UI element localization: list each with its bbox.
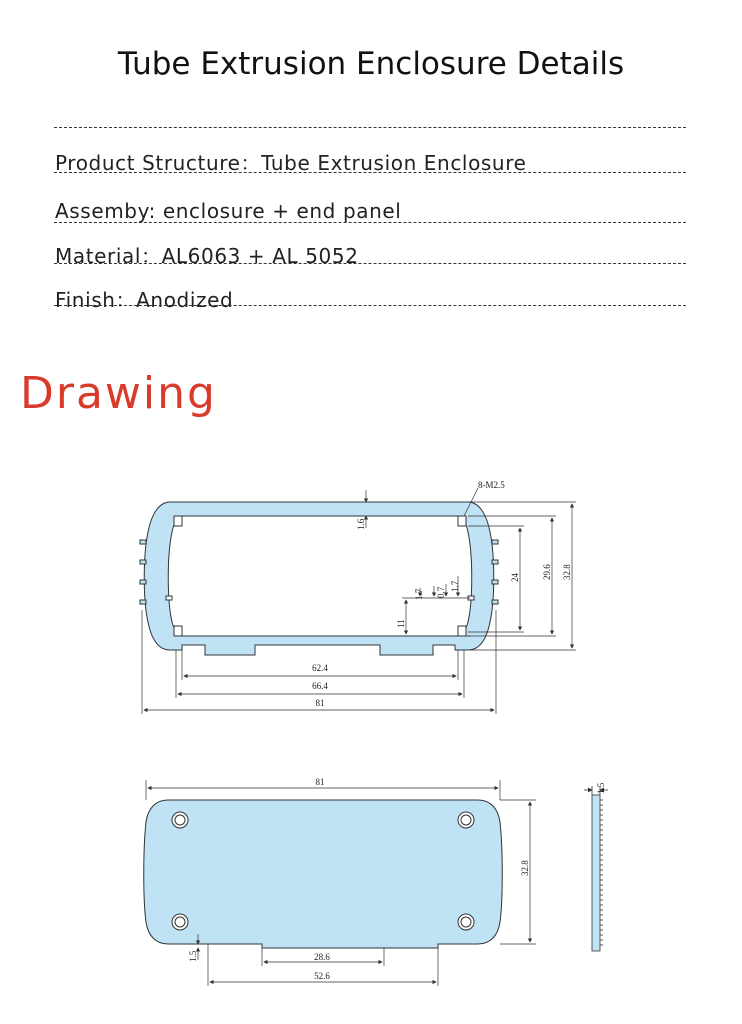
dim-wall: 1.6 <box>356 518 366 530</box>
side-ribs <box>600 800 603 945</box>
panel-hole-tr-inner <box>461 815 471 825</box>
dim-panel-width: 81 <box>315 777 325 787</box>
dim-panel-offset: 1.5 <box>188 950 198 962</box>
page-title: Tube Extrusion Enclosure Details <box>117 46 625 82</box>
dim-29-6: 29.6 <box>542 564 552 580</box>
panel-hole-br-inner <box>461 917 471 927</box>
dim-1-7b: 1.7 <box>450 580 460 592</box>
dim-24: 24 <box>510 573 520 582</box>
profile-inner-cavity <box>168 516 472 636</box>
dim-panel-height: 32.8 <box>520 860 530 876</box>
screw-slot-tl <box>174 516 182 526</box>
end-panel-plate <box>144 800 503 948</box>
drawing-heading: Drawing <box>20 368 217 419</box>
dim-32-8: 32.8 <box>562 564 572 580</box>
side-plate <box>592 795 600 951</box>
dim-panel-tab: 28.6 <box>314 952 330 962</box>
dim-0-7: 0.7 <box>436 586 446 598</box>
screw-slot-tr <box>458 516 466 526</box>
spec-assembly: Assemby: enclosure + end panel <box>55 199 402 223</box>
spec-finish: Finish：Anodized <box>55 288 234 312</box>
panel-hole-tl-inner <box>175 815 185 825</box>
dim-66-4: 66.4 <box>312 681 328 691</box>
screw-slot-br <box>458 626 466 636</box>
dim-panel-tab-outer: 52.6 <box>314 971 330 981</box>
spec-material: Material：AL6063 + AL 5052 <box>55 244 359 268</box>
profile-section <box>140 502 498 655</box>
screw-slot-bl <box>174 626 182 636</box>
dim-screw: 8-M2.5 <box>478 480 505 490</box>
dim-62-4: 62.4 <box>312 663 328 673</box>
panel-side-view <box>584 786 608 951</box>
dim-panel-thickness: 1.5 <box>596 782 606 794</box>
end-panel <box>144 800 503 948</box>
pcb-groove-left <box>166 596 172 600</box>
panel-hole-bl-inner <box>175 917 185 927</box>
dim-11: 11 <box>396 619 406 628</box>
dim-1-7a: 1.7 <box>414 588 424 600</box>
dim-81: 81 <box>315 698 325 708</box>
spec-structure: Product Structure：Tube Extrusion Enclosure <box>55 151 527 175</box>
